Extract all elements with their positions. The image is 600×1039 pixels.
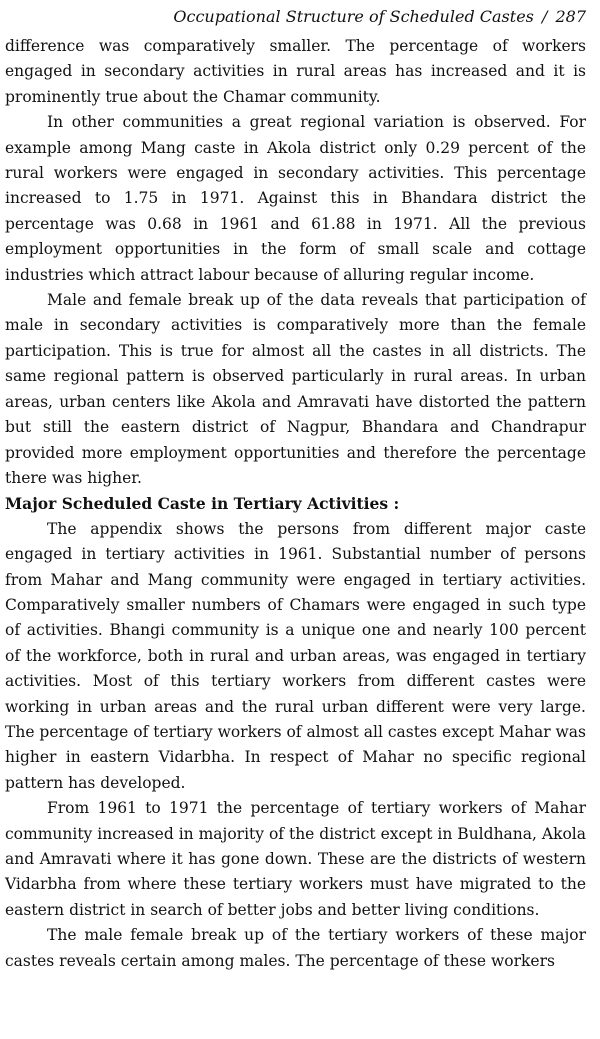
running-header bbox=[5, 6, 586, 28]
paragraph-1: difference was comparatively smaller. The percentage of workers engaged in secondary activities in rural areas has increased and it is prominently true about the Chamar community. bbox=[5, 37, 586, 106]
section-subheading: Major Scheduled Caste in Tertiary Activities : bbox=[5, 494, 400, 514]
paragraph-5: From 1961 to 1971 the percentage of tertiary workers of Mahar community increased in majority of the district except in Buldhana, Akola and Amravati where it has gone down. These are the districts of western Vidarbha from where these tertiary workers must have migrated to the eastern district in search of better jobs and better living conditions. bbox=[5, 799, 586, 919]
header-separator: / bbox=[541, 7, 548, 26]
running-title: Occupational Structure of Scheduled Castes bbox=[173, 7, 534, 26]
paragraph-6: The male female break up of the tertiary workers of these major castes reveals certain among males. The percentage of these workers bbox=[5, 926, 586, 970]
paragraph-3: Male and female break up of the data reveals that participation of male in secondary activities is comparatively more than the female participation. This is true for almost all the castes in all districts. The same regional pattern is observed particularly in rural areas. In urban areas, urban centers like Akola and Amravati have distorted the pattern but still the eastern district of Nagpur, Bhandara and Chandrapur provided more employment opportunities and therefore the percentage there was higher. bbox=[5, 291, 586, 487]
body-text bbox=[5, 34, 586, 974]
page-number: 287 bbox=[555, 7, 586, 26]
paragraph-4: The appendix shows the persons from different major caste engaged in tertiary activities in 1961. Substantial number of persons from Mahar and Mang community were engaged in tertiary activities. Comparatively smaller numbers of Chamars were engaged in such type of activities. Bhangi community is a unique one and nearly 100 percent of the workforce, both in rural and urban areas, was engaged in tertiary activities. Most of this tertiary workers from different castes were working in urban areas and the rural urban different were very large. The percentage of tertiary workers of almost all castes except Mahar was higher in eastern Vidarbha. In respect of Mahar no specific regional pattern has developed. bbox=[5, 519, 587, 792]
paragraph-2: In other communities a great regional variation is observed. For example among Mang caste in Akola district only 0.29 percent of the rural workers were engaged in secondary activities. This percentage increased to 1.75 in 1971. Against this in Bhandara district the percentage was 0.68 in 1961 and 61.88 in 1971. All the previous employment opportunities in the form of small scale and cottage industries which attract labour because of alluring regular income. bbox=[5, 113, 586, 284]
